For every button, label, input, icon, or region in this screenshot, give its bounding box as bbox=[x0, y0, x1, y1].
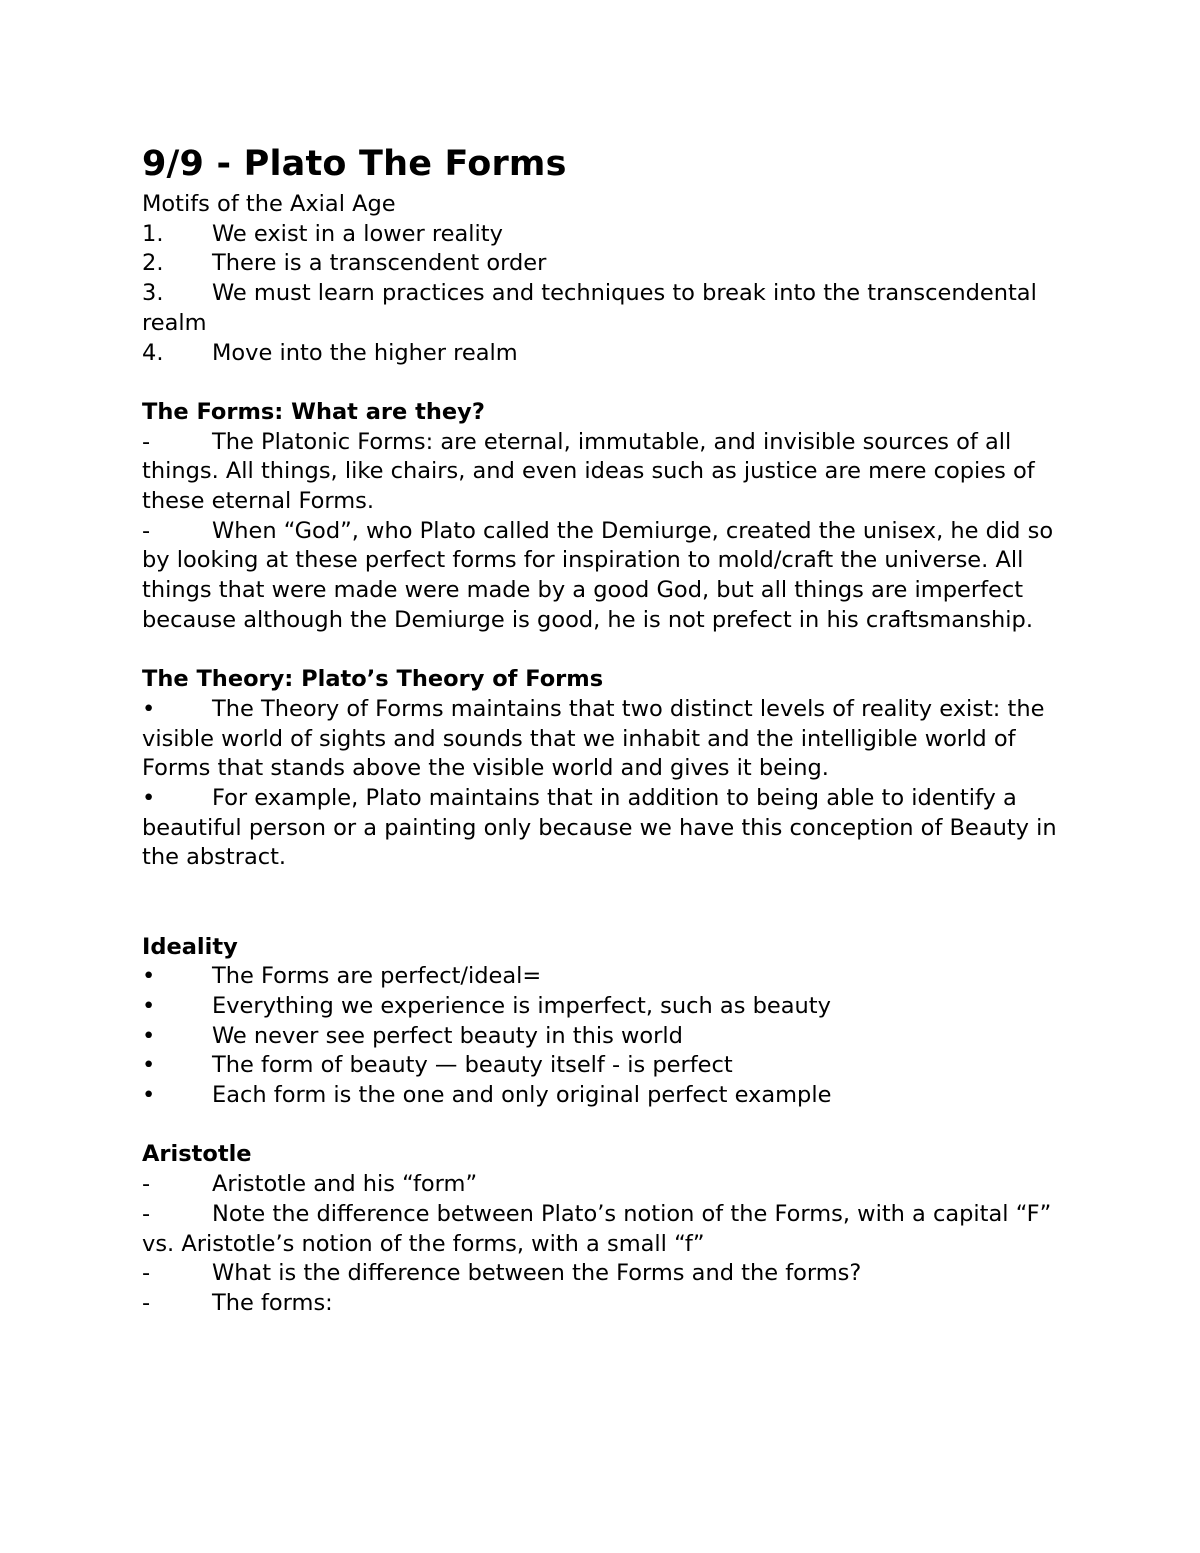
list-item-text: Aristotle and his “form” bbox=[212, 1171, 478, 1198]
list-item bbox=[142, 339, 1072, 369]
list-marker: 2. bbox=[142, 250, 164, 277]
list-marker: - bbox=[142, 517, 151, 544]
list-marker: • bbox=[142, 963, 156, 990]
list-item bbox=[142, 249, 1072, 279]
list-item bbox=[142, 1022, 1072, 1052]
section-heading-theory: The Theory: Plato’s Theory of Forms bbox=[142, 666, 604, 693]
list-marker: - bbox=[142, 1260, 151, 1287]
list-item-text: The Forms are perfect/ideal= bbox=[212, 963, 542, 990]
list-item-text: The Theory of Forms maintains that two distinct levels of reality exist: the visible world of sights and sounds that we inhabit and the intelligible world of Forms that stands above the visible world and gives it being. bbox=[142, 695, 1045, 782]
list-marker: • bbox=[142, 1022, 156, 1049]
list-item bbox=[142, 220, 1072, 250]
section-heading-forms: The Forms: What are they? bbox=[142, 398, 485, 425]
list-item-text: We exist in a lower reality bbox=[212, 220, 503, 247]
list-item bbox=[142, 279, 1072, 338]
list-item-text: There is a transcendent order bbox=[212, 250, 547, 277]
list-item bbox=[142, 784, 1072, 873]
list-item bbox=[142, 1200, 1072, 1259]
spacer bbox=[142, 903, 1072, 933]
list-marker: • bbox=[142, 1082, 156, 1109]
spacer bbox=[142, 368, 1072, 398]
list-item-text: Move into the higher realm bbox=[212, 339, 518, 366]
document-title: 9/9 - Plato The Forms bbox=[142, 144, 567, 184]
list-item bbox=[142, 517, 1072, 636]
list-item-text: Each form is the one and only original perfect example bbox=[212, 1082, 832, 1109]
list-marker: - bbox=[142, 1200, 151, 1227]
list-marker: - bbox=[142, 428, 151, 455]
list-marker: 1. bbox=[142, 220, 164, 247]
section-heading-aristotle: Aristotle bbox=[142, 1141, 252, 1168]
list-item-text: The Platonic Forms: are eternal, immutable, and invisible sources of all things. All things, like chairs, and even ideas such as justice are mere copies of these eternal Forms. bbox=[142, 428, 1035, 515]
list-marker: • bbox=[142, 785, 156, 812]
list-item-text: When “God”, who Plato called the Demiurge, created the unisex, he did so by looking at these perfect forms for inspiration to mold/craft the universe. All things that were made were made by a good God, but all things are imperfect because although the Demiurge is good, he is not prefect in his craftsmanship. bbox=[142, 517, 1054, 633]
list-item-text: What is the difference between the Forms and the forms? bbox=[212, 1260, 862, 1287]
list-item bbox=[142, 992, 1072, 1022]
list-marker: 3. bbox=[142, 280, 164, 307]
document-page bbox=[142, 140, 1072, 1319]
list-item bbox=[142, 1289, 1072, 1319]
list-item-text: The forms: bbox=[212, 1289, 333, 1316]
list-marker: - bbox=[142, 1289, 151, 1316]
list-item bbox=[142, 1170, 1072, 1200]
spacer bbox=[142, 636, 1072, 666]
list-item-text: The form of beauty — beauty itself - is perfect bbox=[212, 1052, 733, 1079]
list-marker: - bbox=[142, 1171, 151, 1198]
list-item-text: We must learn practices and techniques to break into the transcendental realm bbox=[142, 280, 1037, 336]
list-marker: • bbox=[142, 992, 156, 1019]
list-marker: • bbox=[142, 695, 156, 722]
list-item bbox=[142, 1081, 1072, 1111]
list-item bbox=[142, 1259, 1072, 1289]
spacer bbox=[142, 1111, 1072, 1141]
list-item bbox=[142, 962, 1072, 992]
section-heading-ideality: Ideality bbox=[142, 933, 238, 960]
list-item-text: We never see perfect beauty in this world bbox=[212, 1022, 683, 1049]
list-marker: 4. bbox=[142, 339, 164, 366]
list-item-text: For example, Plato maintains that in addition to being able to identify a beautiful person or a painting only because we have this conception of Beauty in the abstract. bbox=[142, 785, 1057, 871]
list-marker: • bbox=[142, 1052, 156, 1079]
list-item bbox=[142, 428, 1072, 517]
list-item bbox=[142, 1051, 1072, 1081]
list-item-text: Everything we experience is imperfect, such as beauty bbox=[212, 992, 831, 1019]
list-item bbox=[142, 695, 1072, 784]
list-item-text: Note the difference between Plato’s notion of the Forms, with a capital “F” vs. Aristotle’s notion of the forms, with a small “f” bbox=[142, 1200, 1052, 1257]
spacer bbox=[142, 873, 1072, 903]
motifs-intro: Motifs of the Axial Age bbox=[142, 191, 396, 217]
